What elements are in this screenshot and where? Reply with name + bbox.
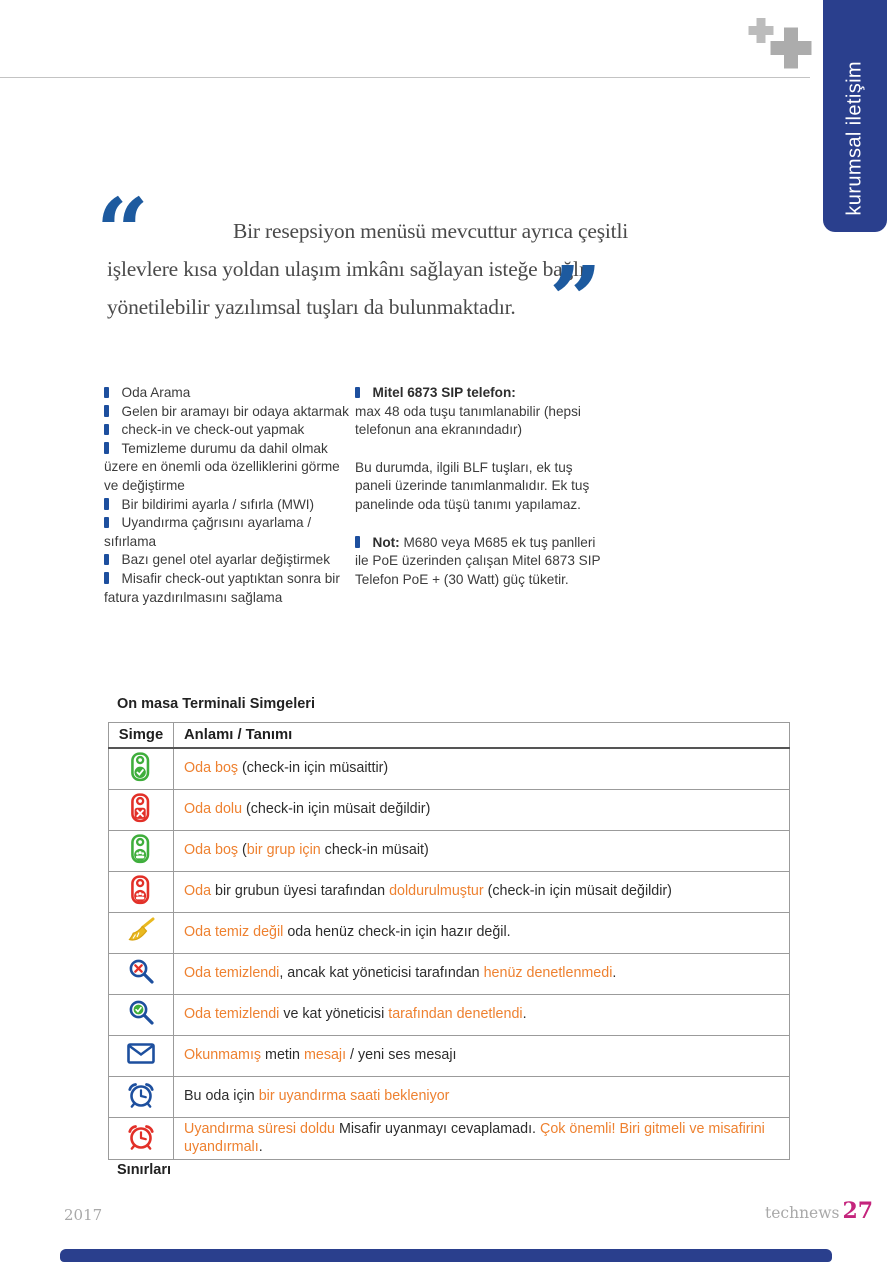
table-footnote: Sınırları [117,1162,171,1178]
room-occupied-icon [109,790,174,831]
meaning-segment: Bu oda için [184,1088,259,1105]
bullet-square-icon [104,387,109,399]
open-quote-icon: “ [96,178,149,286]
meaning-segment: . [258,1138,263,1155]
bullet-square-icon [355,387,360,399]
bullet-square-icon [104,554,109,566]
table-row [109,748,790,790]
unread-message-icon [109,1036,174,1077]
room-occupied-group-icon [109,872,174,913]
footer-brand [765,1198,873,1224]
feature-item: Bazı genel otel ayarlar değiştirmek [104,551,351,570]
meaning-segment: doldurulmuştur [389,883,484,900]
footer-brand-name: technews [765,1204,840,1222]
note-lead-label: Mitel 6873 SIP telefon: [372,385,516,400]
footer-accent-bar [60,1249,832,1262]
table-row [109,1077,790,1118]
table-row [109,1036,790,1077]
column-header-anlami: Anlamı / Tanımı [174,723,790,749]
feature-list-left [104,384,351,607]
meaning-segment: Oda dolu [184,801,243,818]
meaning-segment: Uyandırma süresi doldu [184,1121,335,1137]
meaning-segment: Okunmamış [184,1047,262,1064]
feature-item: Misafir check-out yaptıktan sonra bir fatura yazdırılmasını sağlama [104,570,340,605]
room-vacant-icon [109,748,174,790]
wakeup-expired-icon [109,1118,174,1160]
meaning-segment: (check-in için müsait değildir) [242,801,431,818]
meaning-text [174,748,790,790]
meaning-segment: check-in müsait) [324,842,429,859]
pull-quote: Bir resepsiyon menüsü mevcuttur ayrıca çeşitli işlevlere kısa yoldan ulaşım imkânı sağlayan isteğe bağlı yönetilebilir yazılımsal tuşları da bulunmaktadır. [107,219,629,319]
meaning-segment: , ancak kat yöneticisi tarafından [279,965,484,982]
note-lead-label: Not: [372,534,400,550]
footer-year: 2017 [64,1206,103,1224]
footer-page-number: 27 [842,1198,874,1224]
meaning-segment: bir uyandırma saati bekleniyor [258,1088,450,1105]
meaning-text [174,1077,790,1118]
meaning-text [174,954,790,995]
meaning-text [174,831,790,872]
meaning-segment: tarafından denetlendi [388,1006,523,1023]
feature-item: check-in ve check-out yapmak [104,421,351,440]
feature-item: Uyandırma çağrısını ayarlama / sıfırlama [104,515,312,549]
feature-list-right [355,384,608,608]
meaning-text [174,913,790,954]
room-vacant-group-icon [109,831,174,872]
table-title: On masa Terminali Simgeleri [117,696,315,712]
feature-note-block: Not: M680 veya M685 ek tuş panlleri ile PoE üzerinden çalışan Mitel 6873 SIP Telefon PoE + (30 Watt) güç tüketir. [355,534,601,587]
meaning-segment: Çok önemli! Biri gitmeli ve misafirini uyandırmalı [184,1121,765,1155]
close-quote-icon: ” [549,246,602,354]
bullet-square-icon [104,424,109,436]
room-cleaned-inspected-icon [109,995,174,1036]
room-cleaned-not-inspected-icon [109,954,174,995]
bullet-square-icon [104,405,109,417]
meaning-text [174,1118,790,1160]
meaning-text [174,872,790,913]
icon-table-section [108,696,790,1178]
bullet-square-icon [355,536,360,548]
feature-note-block: Mitel 6873 SIP telefon: max 48 oda tuşu tanımlanabilir (hepsi telefonun ana ekranındadır) [355,385,581,438]
table-row [109,954,790,995]
meaning-segment: Oda boş [184,842,243,859]
section-tab [823,0,887,232]
table-row [109,872,790,913]
room-not-clean-icon [109,913,174,954]
feature-item: Temizleme durumu da dahil olmak üzere en önemli oda özelliklerini görme ve değiştirme [104,440,340,493]
meaning-text [174,790,790,831]
meaning-segment: mesajı [303,1047,347,1064]
meaning-segment: Misafir uyanmayı cevaplamadı. [334,1121,540,1137]
meaning-segment: . [522,1006,527,1023]
feature-item: Gelen bir aramayı bir odaya aktarmak [104,403,351,422]
meaning-segment: ( [242,842,247,859]
bullet-square-icon [104,572,109,584]
meaning-segment: (check-in için müsaittir) [238,760,389,777]
feature-item: Bir bildirimi ayarla / sıfırla (MWI) [104,496,351,515]
meaning-segment: bir grup için [246,842,325,859]
meaning-segment: metin [261,1047,304,1064]
meaning-segment: Oda temizlendi [184,1006,280,1023]
bullet-square-icon [104,517,109,529]
table-row [109,831,790,872]
meaning-segment: (check-in için müsait değildir) [483,883,672,900]
meaning-segment: Oda temiz değil [184,924,284,941]
table-row [109,913,790,954]
bullet-square-icon [104,498,109,510]
meaning-segment: henüz denetlenmedi [483,965,613,982]
wakeup-pending-icon [109,1077,174,1118]
meaning-text [174,995,790,1036]
table-row [109,790,790,831]
meaning-segment: oda henüz check-in için hazır değil. [283,924,511,941]
meaning-text [174,1036,790,1077]
meaning-segment: bir grubun üyesi tarafından [211,883,390,900]
feature-note-block: Bu durumda, ilgili BLF tuşları, ek tuş paneli üzerinde tanımlanmalıdır. Ek tuş panelinde oda tüşü tanımı yapılamaz. [355,459,590,512]
plus-cross-logo-icon [744,14,816,74]
column-header-simge: Simge [109,723,174,749]
meaning-segment: Oda boş [184,760,239,777]
meaning-segment: . [612,965,617,982]
meaning-segment: ve kat yöneticisi [279,1006,389,1023]
icon-meaning-table [108,722,790,1160]
meaning-segment: Oda [184,883,212,900]
bullet-square-icon [104,442,109,454]
meaning-segment: Oda temizlendi [184,965,280,982]
table-header-row [109,723,790,749]
header-divider [0,77,810,78]
feature-item: Oda Arama [104,384,351,403]
meaning-segment: / yeni ses mesajı [346,1047,457,1064]
section-tab-label: kurumsal iletişim [843,61,866,216]
table-row [109,995,790,1036]
table-row [109,1118,790,1160]
